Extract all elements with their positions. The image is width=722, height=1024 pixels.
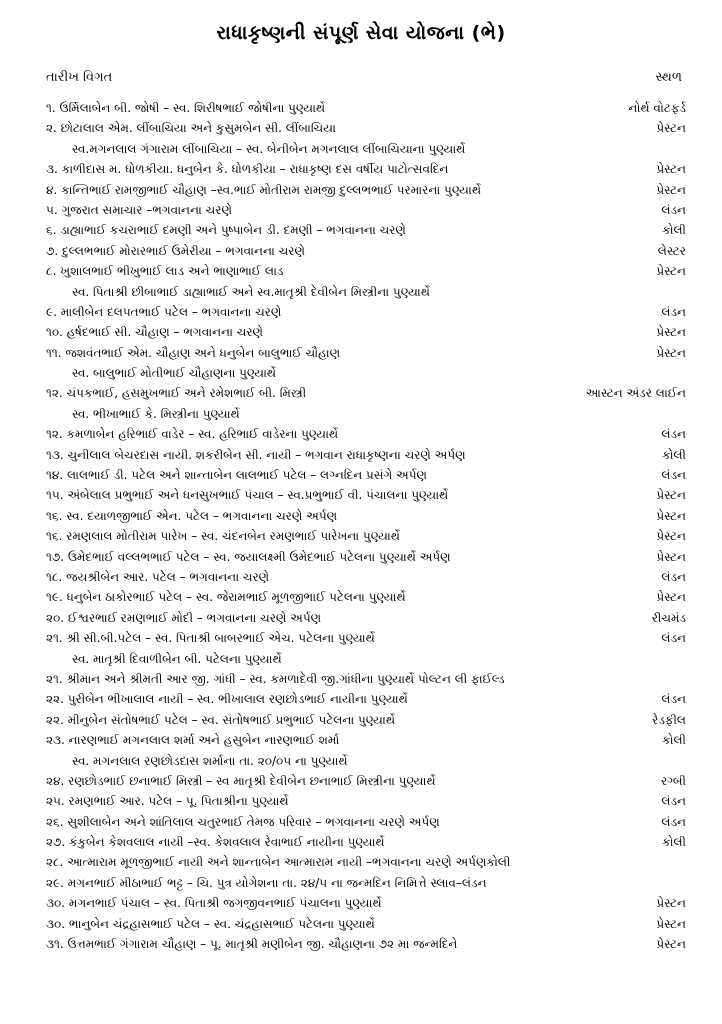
list-item-text: ૪. કાન્તિભાઈ રામજીભાઈ ચૌહાણ –સ્વ.ભાઈ મોતીરામ રામજી દુલ્લભભાઈ પરમારના પુણ્યાર્થે bbox=[46, 182, 482, 197]
donation-list bbox=[0, 98, 722, 954]
list-item-text: સ્વ. ભીખાભાઈ કે. મિસ્ત્રીના પુણ્યાર્થે bbox=[72, 406, 240, 421]
list-item bbox=[0, 567, 722, 587]
list-item-text: ૨૧. શ્રી સી.બી.પટેલ – સ્વ. પિતાશ્રી બાબરભાઈ એચ. પટેલના પુણ્યાર્થે bbox=[46, 631, 375, 646]
list-item bbox=[0, 118, 722, 138]
list-item bbox=[0, 322, 722, 342]
list-item-text: ૩૧. ઉત્તમભાઈ ગંગારામ ચૌહાણ – પૂ. માતૃશ્રી મણીબેન જી. ચૌહાણના ૭૨ મા જન્મદિને bbox=[46, 937, 458, 952]
list-item bbox=[0, 98, 722, 118]
list-item bbox=[0, 873, 722, 893]
list-item-text: ૩૦. મગનભાઈ પંચાલ – સ્વ. પિતાશ્રી જગજીવનભાઈ પંચાલના પુણ્યાર્થે bbox=[46, 896, 382, 911]
list-item-place: આસ્ટન અંડર લાઈન bbox=[585, 386, 686, 401]
list-item bbox=[0, 526, 722, 546]
list-item-place: પ્રેસ્ટન bbox=[656, 182, 686, 197]
list-item bbox=[0, 832, 722, 852]
list-item bbox=[0, 649, 722, 669]
list-item bbox=[0, 465, 722, 485]
list-item-place: લંડન bbox=[661, 202, 686, 217]
list-item-text: ૨૨. મીનુબેન સંતોષભાઈ પટેલ – સ્વ. સંતોષભાઈ પ્રભુભાઈ પટેલના પુણ્યાર્થે bbox=[46, 712, 396, 727]
list-item-text: ૧૩. ચુનીલાલ બેચરદાસ નાયી. શકરીબેન સી. નાયી – ભગવાન રાધાકૃષ્ણના ચરણે અર્પણ bbox=[46, 447, 466, 462]
list-item bbox=[0, 852, 722, 872]
list-item-text: સ્વ. બાલુભાઈ મોતીભાઈ ચૌહાણના પુણ્યાર્થે bbox=[72, 366, 277, 381]
list-item-place: લંડન bbox=[661, 468, 686, 483]
list-item-place: પ્રેસ્ટન bbox=[656, 345, 686, 360]
list-item-text: ૧૬. રમણલાલ મોતીરામ પારેખ – સ્વ. ચંદનબેન રમણભાઈ પારેખના પુણ્યાર્થે bbox=[46, 529, 400, 544]
list-item-place: પ્રેસ્ટન bbox=[656, 325, 686, 340]
list-item-text: ૧૫. અંબેલાલ પ્રભુભાઈ અને ધનસુખભાઈ પંચાલ – સ્વ.પ્રભુભાઈ વી. પંચાલના પુણ્યાર્થે bbox=[46, 488, 449, 503]
list-item-place: કોલી bbox=[662, 223, 686, 238]
list-item bbox=[0, 791, 722, 811]
list-item-place: પ્રેસ્ટન bbox=[656, 488, 686, 503]
list-item-text: ૧. ઉર્મિલાબેન બી. જોષી – સ્વ. શિરીષભાઈ જોષીના પુણ્યાર્થે bbox=[46, 101, 326, 115]
list-item bbox=[0, 241, 722, 261]
column-header-place: સ્થળ bbox=[655, 70, 682, 85]
list-item-text: ૭. દુલ્લભભાઈ મોરારભાઈ ઉમેરીયા – ભગવાનના ચરણે bbox=[46, 243, 305, 258]
list-item-text: ૧૬. સ્વ. દયાળજીભાઈ એન. પટેલ – ભગવાનના ચરણે અર્પણ bbox=[46, 508, 338, 523]
list-item bbox=[0, 424, 722, 444]
list-item-place: પ્રેસ્ટન bbox=[656, 896, 686, 911]
list-item-text: ૨૬. સુશીલાબેન અને શાંતિલાલ ચતુરભાઈ તેમજ પરિવાર – ભગવાનના ચરણે અર્પણ bbox=[46, 814, 440, 829]
list-item bbox=[0, 751, 722, 771]
list-item-text: ૨૦. ઈશ્વરભાઈ રમણભાઈ મોદી – ભગવાનના ચરણે અર્પણ bbox=[46, 610, 322, 625]
list-item-text: ૧૦. હર્ષદભાઈ સી. ચૌહાણ – ભગવાનના ચરણે bbox=[46, 325, 264, 340]
list-item bbox=[0, 812, 722, 832]
list-item bbox=[0, 506, 722, 526]
list-item-place: પ્રેસ્ટન bbox=[656, 121, 686, 136]
list-item-text: ૯. માલીબેન દલપતભાઈ પટેલ – ભગવાનના ચરણે bbox=[46, 304, 282, 319]
list-item-text: ૬. ડાહ્યાભાઈ કચરાભાઈ દમણી અને પુષ્પાબેન ડી. દમણી – ભગવાનના ચરણે bbox=[46, 223, 406, 238]
list-item bbox=[0, 628, 722, 648]
list-item-place: લંડન bbox=[661, 304, 686, 319]
list-item bbox=[0, 445, 722, 465]
list-item bbox=[0, 200, 722, 220]
list-item-text: ૨૪. રણછોડભાઈ છનાભાઈ મિસ્ત્રી – સ્વ માતૃશ્રી દેવીબેન છનાભાઈ મિસ્ત્રીના પુણ્યાર્થે bbox=[46, 773, 436, 788]
list-item-text: ૨૧. શ્રીમાન અને શ્રીમતી આર જી. ગાંધી – સ્વ. કમળાદેવી જી.ગાંધીના પુણ્યાર્થે પોલ્ટન લી ફાઈલ્ડ bbox=[46, 671, 505, 686]
list-item-text: સ્વ. માતૃશ્રી દિવાળીબેન બી. પટેલના પુણ્યાર્થે bbox=[72, 651, 282, 666]
list-item-text: ૫. ગુજરાત સમાચાર –ભગવાનના ચરણે bbox=[46, 202, 232, 217]
list-item bbox=[0, 689, 722, 709]
list-item-text: સ્વ. મગનલાલ રણછોડદાસ શર્માના તા. ૨૦/૦૫ ના પુણ્યાર્થે bbox=[72, 753, 348, 768]
list-item-text: ૨૫. રમણભાઈ આર. પટેલ – પૂ. પિતાશ્રીના પુણ્યાર્થે bbox=[46, 794, 289, 809]
list-item-place: રીચમંડ bbox=[651, 610, 686, 625]
list-item-text: ૩. કાળીદાસ મ. ધોળકીયા. ધનુબેન કે. ધોળકીયા – રાધાકૃષ્ણ દસ વર્ષીય પાટોત્સવદિન bbox=[46, 162, 449, 177]
list-item-place: લંડન bbox=[661, 692, 686, 707]
list-item-text: ૧૭. ઉમેદભાઈ વલ્લભભાઈ પટેલ – સ્વ. જયાલક્ષ્મી ઉમેદભાઈ પટેલના પુણ્યાર્થે અર્પણ bbox=[46, 549, 451, 564]
list-item-place: પ્રેસ્ટન bbox=[656, 529, 686, 544]
list-item-place: લંડન bbox=[661, 631, 686, 646]
list-item-text: ૧૧. જશવંતભાઈ એમ. ચૌહાણ અને ધનુબેન બાલુભાઈ ચૌહાણ bbox=[46, 345, 341, 360]
list-item-place: પ્રેસ્ટન bbox=[656, 549, 686, 564]
list-item-place: કોલી bbox=[662, 733, 686, 748]
list-item-place: નોર્થ વોટફર્ડ bbox=[628, 101, 686, 115]
list-item-text: સ્વ. પિતાશ્રી છીબાભાઈ ડાહ્યાભાઈ અને સ્વ.માતૃશ્રી દેવીબેન મિસ્ત્રીના પુણ્યાર્થે bbox=[72, 284, 430, 299]
list-item bbox=[0, 771, 722, 791]
list-item bbox=[0, 485, 722, 505]
list-item bbox=[0, 587, 722, 607]
list-item bbox=[0, 180, 722, 200]
list-item-place: પ્રેસ્ટન bbox=[656, 590, 686, 605]
list-item-place: પ્રેસ્ટન bbox=[656, 937, 686, 952]
list-item-text: ૮. ખુશાલભાઈ ભીખુભાઈ લાડ અને ભાણાભાઈ લાડ bbox=[46, 264, 284, 279]
list-item bbox=[0, 220, 722, 240]
list-item-place: કોલી bbox=[662, 447, 686, 462]
list-item-text: ૨૨. પુરીબેન ભીખાલાલ નાયી – સ્વ. ભીખાલાલ રણછોડભાઈ નાયીના પુણ્યાર્થે bbox=[46, 692, 408, 707]
list-item-text: સ્વ.મગનલાલ ગંગારામ લીંબાચિયા – સ્વ. બેનીબેન મગનલાલ લીંબાચિયાના પુણ્યાર્થે bbox=[72, 141, 466, 156]
list-item bbox=[0, 159, 722, 179]
list-item-place: લંડન bbox=[661, 794, 686, 809]
list-item bbox=[0, 608, 722, 628]
list-item-text: ૨૯. મગનભાઈ મીઠાભાઈ ભટ્ટ – ચિ. પુત્ર યોગેશના તા. ૨૪/૫ ના જન્મદિન નિમિત્તે સ્લાવ–લંડન bbox=[46, 875, 487, 890]
page-title: રાધાકૃષ્ણની સંપૂર્ણ સેવા યોજના (ભે) bbox=[216, 22, 506, 44]
list-item-place: લંડન bbox=[661, 569, 686, 584]
list-item-place: લંડન bbox=[661, 427, 686, 442]
list-item bbox=[0, 383, 722, 403]
list-item-text: ૩૦. ભાનુબેન ચંદ્રહાસભાઈ પટેલ – સ્વ. ચંદ્રહાસભાઈ પટેલના પુણ્યાર્થે bbox=[46, 916, 375, 931]
column-header-date-details: તારીખ વિગત bbox=[46, 70, 113, 85]
list-item-place: પ્રેસ્ટન bbox=[656, 162, 686, 177]
list-item-text: ૧૨. ચંપકભાઈ, હસમુખભાઈ અને રમેશભાઈ બી. મિસ્ત્રી bbox=[46, 386, 307, 401]
list-item-place: રગ્બી bbox=[660, 773, 686, 788]
list-item-text: ૨૮. આત્મારામ મૂળજીભાઈ નાયી અને શાન્તાબેન આત્મારામ નાયી –ભગવાનના ચરણે અર્પણકોલી bbox=[46, 855, 511, 870]
list-item-text: ૨. છોટાલાલ એમ. લીંબાચિયા અને કુસુમબેન સી. લીંબાચિયા bbox=[46, 121, 336, 136]
list-item bbox=[0, 302, 722, 322]
list-item bbox=[0, 261, 722, 281]
list-item-place: લંડન bbox=[661, 814, 686, 829]
list-item-text: ૧૨. કમળાબેન હરિભાઈ વાડેર – સ્વ. હરિભાઈ વાડેરના પુણ્યાર્થે bbox=[46, 427, 339, 442]
list-item-place: કોલી bbox=[662, 835, 686, 850]
list-item bbox=[0, 934, 722, 954]
list-item-text: ૧૯. ધનુબેન ઠાકોરભાઈ પટેલ – સ્વ. જેરામભાઈ મૂળજીભાઈ પટેલના પુણ્યાર્થે bbox=[46, 590, 406, 605]
list-item bbox=[0, 669, 722, 689]
list-item-place: પ્રેસ્ટન bbox=[656, 264, 686, 279]
list-item bbox=[0, 363, 722, 383]
list-item-text: ૧૮. જયશ્રીબેન આર. પટેલ – ભગવાનના ચરણે bbox=[46, 569, 270, 584]
list-item bbox=[0, 282, 722, 302]
list-item-text: ૨૭. કંકુબેન કેશવલાલ નાયી –સ્વ. કેશવલાલ રેવાભાઈ નાયીના પુણ્યાર્થે bbox=[46, 835, 385, 850]
list-item bbox=[0, 547, 722, 567]
list-item-text: ૨૩. નારણભાઈ મગનલાલ શર્મા અને હસુબેન નારણભાઈ શર્મા bbox=[46, 733, 340, 748]
list-item bbox=[0, 710, 722, 730]
list-item-place: રેડફીલ bbox=[652, 712, 686, 727]
list-item-place: લેસ્ટર bbox=[657, 243, 686, 258]
list-item-place: પ્રેસ્ટન bbox=[656, 916, 686, 931]
list-item-text: ૧૪. લાલભાઈ ડી. પટેલ અને શાન્તાબેન લાલભાઈ પટેલ – લગ્નદિન પ્રસંગે અર્પણ bbox=[46, 468, 427, 483]
list-item-place: પ્રેસ્ટન bbox=[656, 508, 686, 523]
list-item bbox=[0, 139, 722, 159]
list-item bbox=[0, 730, 722, 750]
list-item bbox=[0, 893, 722, 913]
list-item bbox=[0, 404, 722, 424]
list-item bbox=[0, 914, 722, 934]
list-item bbox=[0, 343, 722, 363]
